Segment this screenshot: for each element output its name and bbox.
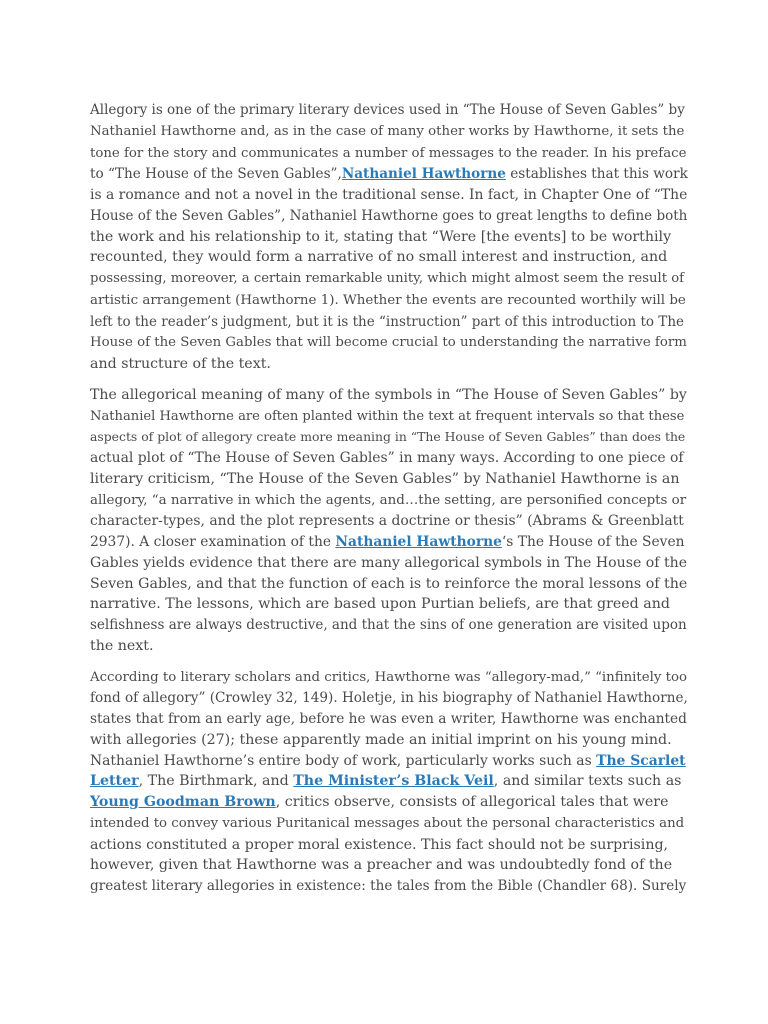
text-run: to “The House of the Seven Gables”, [90, 166, 342, 183]
text-run: Allegory is one of the primary literary devices used in “The House of Seven Gables” by [90, 102, 685, 118]
text-run: aspects of plot of allegory create more meaning in “The House of Seven Gables” than does the [90, 429, 686, 445]
text-run: left to the reader’s judgment, but it is the “instruction” part of this introduction to The [90, 313, 684, 330]
text-line [90, 773, 681, 789]
text-run: narrative. The lessons, which are based upon Purtian beliefs, are that greed and [90, 596, 670, 613]
text-run: the next. [90, 637, 154, 654]
text-run: intended to convey various Puritanical messages about the personal characteristics and [90, 815, 685, 831]
text-run: House of the Seven Gables that will become crucial to understanding the narrative form [90, 335, 687, 351]
text-run: ‘s The House of the Seven [501, 534, 685, 550]
text-run: and structure of the text. [90, 356, 271, 372]
text-line [90, 555, 687, 571]
text-line [90, 146, 686, 161]
text-run: actions constituted a proper moral existence. This fact should not be surprising, [90, 836, 669, 853]
text-run: tone for the story and communicates a number of messages to the reader. In his preface [90, 145, 687, 161]
text-line [90, 670, 687, 685]
text-run: literary criticism, “The House of the Seven Gables” by Nathaniel Hawthorne is an [90, 470, 680, 487]
document-body [90, 100, 688, 907]
text-run: states that from an early age, before he was even a writer, Hawthorne was enchanted [90, 711, 687, 727]
text-line [90, 638, 154, 654]
text-line [90, 732, 672, 748]
text-line [90, 711, 687, 727]
text-run: The allegorical meaning of many of the symbols in “The House of Seven Gables” by [90, 386, 687, 403]
text-run: Seven Gables, and that the function of each is to reinforce the moral lessons of the [90, 575, 688, 592]
text-run: with allegories (27); these apparently made an initial imprint on his young mind. [90, 731, 672, 748]
paragraph [90, 100, 688, 375]
inline-link[interactable]: Letter [90, 773, 139, 790]
inline-link[interactable]: Nathaniel Hawthorne [335, 534, 502, 550]
text-line [90, 837, 668, 853]
text-line [90, 878, 686, 894]
text-line [90, 429, 685, 444]
text-line [90, 335, 687, 350]
text-line [90, 124, 684, 139]
text-line [90, 493, 686, 508]
text-line [90, 450, 684, 466]
text-run: actual plot of “The House of Seven Gables” in many ways. According to one piece of [90, 450, 684, 466]
text-line [90, 857, 672, 873]
inline-link[interactable]: The Minister’s Black Veil [293, 773, 494, 790]
paragraph [90, 385, 688, 657]
text-run: fond of allegory” (Crowley 32, 149). Holetje, in his biography of Nathaniel Hawthorne, [90, 690, 688, 707]
text-line [90, 471, 680, 487]
text-run: According to literary scholars and critics, Hawthorne was “allegory-mad,” “infinitely too [90, 669, 687, 685]
text-line [90, 576, 687, 592]
text-run: 2937). A closer examination of the [90, 534, 336, 550]
text-line [90, 229, 671, 245]
text-line [90, 387, 687, 403]
text-line [90, 187, 687, 203]
text-run: Nathaniel Hawthorne are often planted within the text at frequent intervals so that these [90, 408, 685, 424]
text-run: Gables yields evidence that there are many allegorical symbols in The House of the [90, 554, 688, 571]
paragraph [90, 667, 688, 897]
text-run: greatest literary allegories in existence: the tales from the Bible (Chandler 68). Surely [90, 878, 687, 894]
text-line [90, 513, 684, 529]
text-run: artistic arrangement (Hawthorne 1). Whether the events are recounted worthily will be [90, 292, 686, 308]
text-run: the work and his relationship to it, stating that “Were [the events] to be worthily [90, 228, 672, 245]
text-line [90, 409, 684, 424]
text-line [90, 293, 686, 308]
text-line [90, 208, 687, 224]
text-line [90, 249, 667, 265]
text-line [90, 690, 688, 706]
text-line [90, 596, 670, 612]
text-line [90, 794, 668, 810]
text-line [90, 753, 686, 769]
text-run: , The Birthmark, and [138, 773, 294, 790]
text-run: possessing, moreover, a certain remarkable unity, which might almost seem the result of [90, 271, 685, 286]
text-run: establishes that this work [505, 166, 688, 183]
text-run: allegory, “a narrative in which the agents, and…the setting, are personified concepts or [90, 492, 687, 508]
text-run: House of the Seven Gables”, Nathaniel Hawthorne goes to great lengths to define both [90, 207, 688, 224]
text-line [90, 166, 688, 182]
text-line [90, 314, 684, 330]
inline-link[interactable]: Nathaniel Hawthorne [341, 166, 506, 183]
text-run: , and similar texts such as [493, 773, 682, 790]
text-line [90, 816, 684, 831]
text-line [90, 102, 685, 118]
inline-link[interactable]: Young Goodman Brown [90, 794, 276, 810]
text-line [90, 271, 684, 286]
inline-link[interactable]: The Scarlet [596, 752, 686, 769]
text-run: , critics observe, consists of allegorical tales that were [275, 794, 669, 810]
text-run: is a romance and not a novel in the traditional sense. In fact, in Chapter One of “The [90, 187, 688, 203]
text-run: recounted, they would form a narrative of no small interest and instruction, and [90, 249, 668, 266]
text-run: Nathaniel Hawthorne and, as in the case of many other works by Hawthorne, it sets the [90, 123, 685, 139]
text-run: selfishness are always destructive, and that the sins of one generation are visited upon [90, 617, 687, 633]
text-run: character-types, and the plot represents a doctrine or thesis” (Abrams & Greenblatt [90, 513, 684, 530]
text-run: however, given that Hawthorne was a preacher and was undoubtedly fond of the [90, 857, 673, 874]
text-line [90, 356, 271, 372]
text-run: Nathaniel Hawthorne’s entire body of work, particularly works such as [90, 752, 597, 769]
text-line [90, 617, 687, 633]
text-line [90, 534, 685, 550]
